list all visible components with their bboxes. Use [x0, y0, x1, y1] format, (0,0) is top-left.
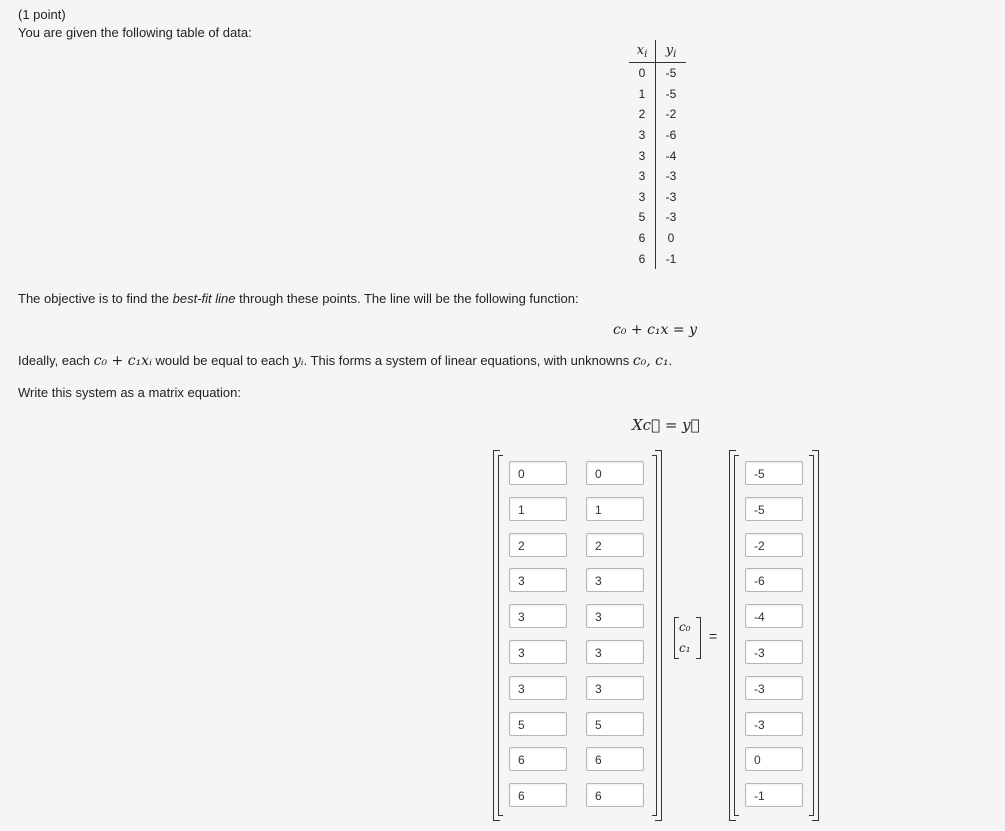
table-cell-x: 3: [629, 166, 656, 187]
y-vector-input-3[interactable]: -2: [745, 533, 803, 557]
x-matrix-col2-input-3[interactable]: 2: [586, 533, 644, 557]
table-row: [629, 63, 686, 84]
line-equation: c₀ + c₁x = y: [613, 322, 697, 338]
x-matrix-col1-input-9[interactable]: 6: [509, 747, 567, 771]
table-cell-y: 0: [667, 231, 675, 246]
x-matrix-col1-input-5[interactable]: 3: [509, 604, 567, 628]
x-matrix-col1-input-10[interactable]: 6: [509, 783, 567, 807]
y-vector-inner-left-bracket: [734, 455, 739, 816]
x-matrix-col2-input-1[interactable]: 0: [586, 461, 644, 485]
y-vector-input-4[interactable]: -6: [745, 568, 803, 592]
x-matrix-col1-input-2[interactable]: 1: [509, 497, 567, 521]
table-cell-y: -5: [665, 86, 677, 101]
table-cell-y: -3: [665, 210, 677, 225]
y-vector-input-10[interactable]: -1: [745, 783, 803, 807]
table-header-y: $y_i$: [656, 40, 687, 63]
table-row: [629, 145, 686, 166]
table-cell-y: -3: [665, 189, 677, 204]
table-header-x: $x_i$: [629, 40, 656, 63]
x-matrix-col2-input-7[interactable]: 3: [586, 676, 644, 700]
y-vector-input-9[interactable]: 0: [745, 747, 803, 771]
table-cell-x: 0: [629, 63, 656, 84]
y-vector-input-1[interactable]: -5: [745, 461, 803, 485]
table-cell-x: 5: [629, 207, 656, 228]
table-cell-y: -1: [665, 251, 677, 266]
x-matrix-col1-input-1[interactable]: 0: [509, 461, 567, 485]
table-cell-y: -6: [665, 128, 677, 143]
y-vector-input-6[interactable]: -3: [745, 640, 803, 664]
table-row: [629, 207, 686, 228]
table-cell-y: -2: [665, 107, 677, 122]
ideally-text: Ideally, each c₀ + c₁xᵢ would be equal to each yᵢ. This forms a system of linear equations, with unknowns c₀, c₁.: [18, 353, 673, 369]
x-matrix-inner-left-bracket: [498, 455, 503, 816]
table-row: [629, 84, 686, 105]
x-matrix-col2-input-4[interactable]: 3: [586, 568, 644, 592]
y-vector-input-2[interactable]: -5: [745, 497, 803, 521]
table-row: [629, 248, 686, 269]
c0-entry: c₀: [679, 620, 691, 634]
y-vector-input-8[interactable]: -3: [745, 712, 803, 736]
table-row: [629, 125, 686, 146]
table-cell-x: 2: [629, 104, 656, 125]
intro-text: You are given the following table of data:: [18, 25, 252, 40]
table-row: [629, 104, 686, 125]
x-matrix-inner-right-bracket: [652, 455, 657, 816]
x-matrix-col1-input-7[interactable]: 3: [509, 676, 567, 700]
x-matrix-col1-input-6[interactable]: 3: [509, 640, 567, 664]
x-matrix-col2-input-8[interactable]: 5: [586, 712, 644, 736]
table-cell-y: -3: [665, 169, 677, 184]
data-table: [629, 40, 686, 269]
objective-text: The objective is to find the best-fit line through these points. The line will be the following function:: [18, 291, 579, 306]
table-cell-y: -5: [665, 66, 677, 81]
y-vector-input-7[interactable]: -3: [745, 676, 803, 700]
c1-entry: c₁: [679, 641, 691, 655]
x-matrix-col1-input-8[interactable]: 5: [509, 712, 567, 736]
table-cell-x: 3: [629, 187, 656, 208]
x-matrix-col2-input-5[interactable]: 3: [586, 604, 644, 628]
table-cell-x: 6: [629, 228, 656, 249]
table-row: [629, 187, 686, 208]
points-label: (1 point): [18, 7, 66, 22]
y-vector-inner-right-bracket: [809, 455, 814, 816]
x-matrix-col1-input-4[interactable]: 3: [509, 568, 567, 592]
table-row: [629, 166, 686, 187]
x-matrix-col1-input-3[interactable]: 2: [509, 533, 567, 557]
x-matrix-col2-input-10[interactable]: 6: [586, 783, 644, 807]
x-matrix-col2-input-6[interactable]: 3: [586, 640, 644, 664]
table-row: [629, 228, 686, 249]
table-cell-y: -4: [665, 148, 677, 163]
matrix-equation: Xc⃗ = y⃗: [632, 416, 700, 434]
write-text: Write this system as a matrix equation:: [18, 385, 242, 400]
c-vector-right-bracket: [696, 617, 701, 659]
x-matrix-col2-input-2[interactable]: 1: [586, 497, 644, 521]
table-cell-x: 3: [629, 145, 656, 166]
table-cell-x: 1: [629, 84, 656, 105]
y-vector-input-5[interactable]: -4: [745, 604, 803, 628]
table-cell-x: 6: [629, 248, 656, 269]
x-matrix-col2-input-9[interactable]: 6: [586, 747, 644, 771]
table-cell-x: 3: [629, 125, 656, 146]
equals-sign: =: [709, 628, 718, 644]
